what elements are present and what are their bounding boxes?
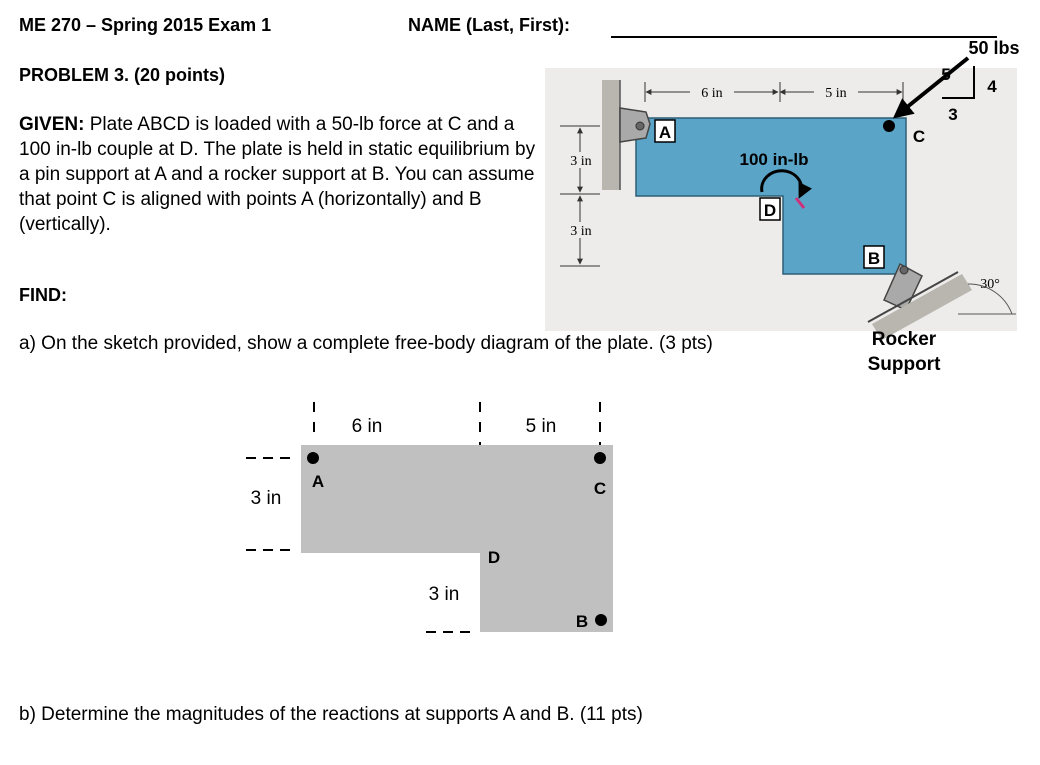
sketch-dim-3in-left: 3 in	[250, 488, 282, 509]
given-label: GIVEN:	[19, 114, 85, 135]
dim-6in-figure: 6 in	[701, 86, 723, 101]
point-d-figure: D	[763, 201, 777, 220]
sketch-point-c: C	[593, 479, 607, 498]
sketch-dim-5in: 5 in	[525, 416, 557, 437]
sketch-point-c-dot	[594, 452, 606, 464]
part-a-text: a) On the sketch provided, show a complete free-body diagram of the plate. (3 pts)	[19, 333, 713, 354]
force-label: 50 lbs	[968, 38, 1020, 58]
dim-3in-bottom-figure: 3 in	[570, 224, 592, 239]
point-c-figure: C	[912, 127, 926, 146]
rocker-label-2: Support	[867, 354, 941, 375]
slope-4: 4	[987, 77, 997, 96]
slope-5: 5	[941, 65, 951, 84]
exam-header: ME 270 – Spring 2015 Exam 1	[19, 15, 272, 35]
dim-3in-top-figure: 3 in	[570, 154, 592, 169]
name-label: NAME (Last, First):	[408, 15, 570, 35]
point-b-figure: B	[867, 249, 881, 268]
point-a-figure: A	[658, 123, 672, 142]
sketch-dim-6in: 6 in	[351, 416, 383, 437]
dim-5in-figure: 5 in	[825, 86, 847, 101]
angle-label: 30°	[980, 277, 1000, 292]
moment-label: 100 in-lb	[739, 150, 809, 169]
sketch-point-b: B	[575, 612, 589, 631]
sketch-point-a: A	[311, 472, 325, 491]
sketch-dim-3in-mid: 3 in	[428, 584, 460, 605]
sketch-point-d: D	[487, 548, 501, 567]
given-text: Plate ABCD is loaded with a 50-lb force at C and a 100 in-lb couple at D. The plate is held in static equilibrium by a pin support at A and a rocker support at B. You can assume that point C is aligned with points A (horizontally) and B (vertically).	[19, 114, 536, 235]
slope-3: 3	[948, 105, 958, 124]
part-b-text: b) Determine the magnitudes of the reactions at supports A and B. (11 pts)	[19, 704, 643, 725]
problem-title: PROBLEM 3. (20 points)	[19, 65, 226, 85]
find-label: FIND:	[19, 285, 67, 305]
sketch-point-a-dot	[307, 452, 319, 464]
sketch-point-b-dot	[595, 614, 607, 626]
rocker-label-1: Rocker	[871, 329, 937, 350]
